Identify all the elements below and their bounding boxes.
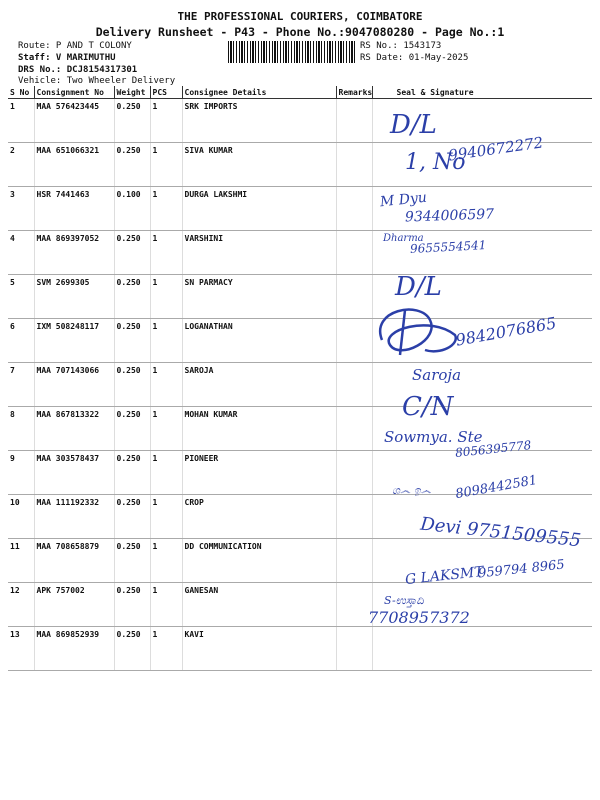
cell-remarks [336,495,372,539]
cell-consignment: MAA 707143066 [34,363,114,407]
cell-weight: 0.250 [114,539,150,583]
cell-sno: 8 [8,407,34,451]
cell-sno: 7 [8,363,34,407]
cell-weight: 0.250 [114,143,150,187]
cell-consignment: HSR 7441463 [34,187,114,231]
table-header-row [8,86,592,99]
cell-consignee: SIVA KUMAR [182,143,336,187]
runsheet-table [8,86,592,671]
cell-consignment: MAA 869397052 [34,231,114,275]
cell-pcs: 1 [150,539,182,583]
cell-pcs: 1 [150,275,182,319]
signature-2-mark: 1, No [405,150,466,175]
cell-pcs: 1 [150,451,182,495]
company-title: THE PROFESSIONAL COURIERS, COIMBATORE [177,10,423,23]
cell-remarks [336,363,372,407]
signature-4-name: Dharma [383,233,424,244]
cell-sno: 12 [8,583,34,627]
signature-3-mark: M Dyu [379,189,428,211]
cell-weight: 0.100 [114,187,150,231]
cell-pcs: 1 [150,319,182,363]
cell-sno: 13 [8,627,34,671]
cell-consignment: MAA 651066321 [34,143,114,187]
cell-remarks [336,583,372,627]
cell-sno: 5 [8,275,34,319]
rs-date: RS Date: 01-May-2025 [360,53,469,63]
signature-5: D/L [395,272,442,302]
cell-weight: 0.250 [114,275,150,319]
cell-remarks [336,319,372,363]
cell-consignee: DD COMMUNICATION [182,539,336,583]
cell-consignment: MAA 111192332 [34,495,114,539]
cell-consignment: SVM 2699305 [34,275,114,319]
cell-pcs: 1 [150,495,182,539]
cell-remarks [336,275,372,319]
cell-remarks [336,143,372,187]
cell-pcs: 1 [150,627,182,671]
cell-consignee: DURGA LAKSHMI [182,187,336,231]
cell-weight: 0.250 [114,363,150,407]
cell-consignment: APK 757002 [34,583,114,627]
cell-consignment: MAA 867813322 [34,407,114,451]
cell-sno: 6 [8,319,34,363]
signature-13-phone: 7708957372 [368,608,470,627]
table-row [8,363,592,407]
vehicle-label: Vehicle: Two Wheeler Delivery [18,76,176,86]
cell-remarks [336,627,372,671]
cell-consignee: SRK IMPORTS [182,99,336,143]
cell-weight: 0.250 [114,495,150,539]
signature-9-name: Sowmya. Ste [384,428,483,446]
cell-weight: 0.250 [114,451,150,495]
cell-consignee: GANESAN [182,583,336,627]
col-consignee: Consignee Details [182,86,336,99]
signature-6-phone: 9842076865 [454,313,558,350]
signature-10-mark: ශ෴ ඉ෴ [392,484,432,497]
signature-11: Devi 9751509555 [419,513,582,552]
cell-sno: 2 [8,143,34,187]
cell-weight: 0.250 [114,627,150,671]
cell-consignment: MAA 869852939 [34,627,114,671]
signature-2-phone: 9940672272 [447,133,545,165]
cell-sno: 4 [8,231,34,275]
signature-13-mark: S-ಉಸ್ತಾದಿ [384,594,424,607]
cell-consignee: MOHAN KUMAR [182,407,336,451]
signature-3-phone: 9344006597 [404,206,495,226]
cell-weight: 0.250 [114,231,150,275]
cell-remarks [336,231,372,275]
cell-pcs: 1 [150,231,182,275]
cell-sno: 9 [8,451,34,495]
cell-consignee: VARSHINI [182,231,336,275]
col-pcs: PCS [150,86,182,99]
table-row [8,99,592,143]
cell-sno: 1 [8,99,34,143]
table-row [8,187,592,231]
cell-pcs: 1 [150,407,182,451]
cell-sno: 10 [8,495,34,539]
table-row [8,627,592,671]
signature-12-phone: 959794 8965 [477,557,566,582]
signature-12-name: G LAKSMT [404,563,485,589]
table-row [8,583,592,627]
cell-weight: 0.250 [114,319,150,363]
cell-weight: 0.250 [114,583,150,627]
cell-consignment: MAA 708658879 [34,539,114,583]
cell-pcs: 1 [150,99,182,143]
cell-pcs: 1 [150,143,182,187]
cell-remarks [336,407,372,451]
signature-8: C/N [402,392,454,422]
rs-number: RS No.: 1543173 [360,41,442,51]
cell-consignee: CROP [182,495,336,539]
cell-pcs: 1 [150,363,182,407]
table-row [8,275,592,319]
cell-remarks [336,451,372,495]
col-sno: S No [8,86,34,99]
runsheet-title: Delivery Runsheet - P43 - Phone No.:9047080280 - Page No.:1 [95,25,505,39]
cell-weight: 0.250 [114,99,150,143]
staff-label: Staff: V MARIMUTHU [18,53,116,63]
cell-sno: 3 [8,187,34,231]
cell-remarks [336,187,372,231]
signature-4-phone: 9655554541 [409,238,487,256]
cell-consignment: MAA 576423445 [34,99,114,143]
signature-7: Saroja [412,366,462,384]
cell-pcs: 1 [150,583,182,627]
col-signature: Seal & Signature [372,86,592,99]
cell-remarks [336,539,372,583]
cell-consignee: SAROJA [182,363,336,407]
col-remarks: Remarks [336,86,372,99]
cell-consignee: SN PARMACY [182,275,336,319]
cell-signature [372,627,592,671]
signature-9-phone: 8056395778 [454,438,532,460]
table-row [8,231,592,275]
cell-consignee: LOGANATHAN [182,319,336,363]
cell-consignment: MAA 303578437 [34,451,114,495]
cell-sno: 11 [8,539,34,583]
barcode [228,41,356,63]
signature-10-phone: 8098442581 [454,472,539,503]
cell-weight: 0.250 [114,407,150,451]
cell-consignee: KAVI [182,627,336,671]
cell-consignment: IXM 508248117 [34,319,114,363]
col-consignment: Consignment No [34,86,114,99]
signature-1: D/L [390,110,437,140]
cell-pcs: 1 [150,187,182,231]
route-label: Route: P AND T COLONY [18,41,132,51]
cell-remarks [336,99,372,143]
cell-consignee: PIONEER [182,451,336,495]
drs-label: DRS No.: DCJ8154317301 [18,65,138,75]
col-weight: Weight [114,86,150,99]
